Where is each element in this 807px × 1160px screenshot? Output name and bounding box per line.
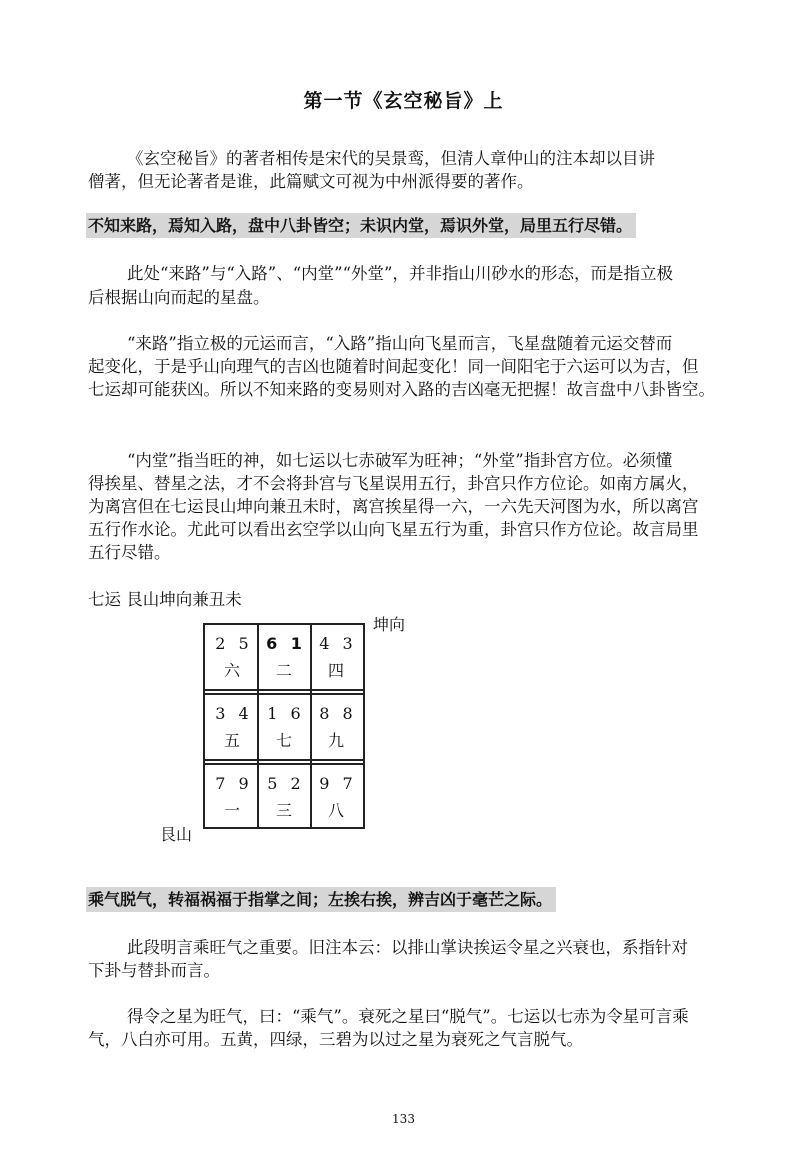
grid-divider-h2 [205, 759, 363, 761]
page-number: 133 [392, 1112, 415, 1126]
grid-divider-v1 [257, 625, 259, 827]
cell-2-numbers: 6 1 [266, 634, 306, 653]
cell-7-palace: 一 [223, 801, 244, 820]
cell-8-palace: 三 [275, 801, 296, 820]
p4-line-2: 下卦与替卦而言。 [88, 961, 220, 980]
bottom-left-label: 艮山 [160, 825, 193, 844]
section-title: 第一节《玄空秘旨》上 [303, 90, 504, 112]
p4-line-1: 此段明言乘旺气之重要。旧注本云：以排山掌诀挨运令星之兴衰也，系指针对 [127, 938, 688, 957]
grid-divider-v2 [310, 625, 312, 827]
cell-2-palace: 二 [275, 661, 296, 680]
cell-1-palace: 六 [223, 661, 244, 680]
flying-star-chart [203, 623, 365, 829]
p1-line-1: 此处“来路”与“入路”、“内堂”“外堂”，并非指山川砂水的形态，而是指立极 [127, 264, 673, 283]
p2-line-2: 起变化，于是乎山向理气的吉凶也随着时间起变化！同一间阳宅于六运可以为吉，但 [88, 357, 699, 376]
p3-line-3: 为离宫但在七运艮山坤向兼丑未时，离宫挨星得一六，一六先天河图为水，所以离宫 [88, 497, 699, 516]
cell-8-numbers: 5 2 [267, 774, 305, 793]
cell-6-palace: 九 [327, 731, 348, 750]
grid-divider-h1 [205, 689, 363, 691]
p2-line-3: 七运却可能获凶。所以不知来路的变易则对入路的吉凶毫无把握！故言盘中八卦皆空。 [88, 380, 715, 399]
cell-3-palace: 四 [327, 661, 348, 680]
p1-line-2: 后根据山向而起的星盘。 [88, 288, 270, 307]
cell-5-numbers: 1 6 [267, 704, 305, 723]
intro-line-1: 《玄空秘旨》的著者相传是宋代的吴景鸾，但清人章仲山的注本却以目讲 [127, 149, 655, 168]
verse-2-highlight: 乘气脱气，转福祸福于指掌之间；左挨右挨，辨吉凶于毫芒之际。 [86, 887, 556, 912]
p3-line-4: 五行作水论。尤此可以看出玄空学以山向飞星五行为重，卦宫只作方位论。故言局里 [88, 520, 699, 539]
cell-1-numbers: 2 5 [215, 634, 253, 653]
cell-4-numbers: 3 4 [215, 704, 253, 723]
p5-line-2: 气，八白亦可用。五黄，四绿，三碧为以过之星为衰死之气言脱气。 [88, 1030, 583, 1049]
p3-line-2: 得挨星、替星之法，才不会将卦宫与飞星误用五行，卦宫只作方位论。如南方属火， [88, 474, 699, 493]
cell-9-palace: 八 [327, 801, 348, 820]
intro-line-2: 僧著，但无论著者是谁，此篇赋文可视为中州派得要的著作。 [88, 172, 534, 191]
p3-line-5: 五行尽错。 [88, 543, 171, 562]
cell-6-numbers: 8 8 [319, 704, 357, 723]
cell-3-numbers: 4 3 [319, 634, 357, 653]
top-right-label: 坤向 [373, 615, 406, 634]
cell-5-palace: 七 [275, 731, 296, 750]
p3-line-1: “内堂”指当旺的神，如七运以七赤破军为旺神；“外堂”指卦宫方位。必须懂 [127, 451, 673, 470]
verse-1-highlight: 不知来路，焉知入路，盘中八卦皆空；未识内堂，焉识外堂，局里五行尽错。 [86, 213, 636, 238]
p2-line-1: “来路”指立极的元运而言，“入路”指山向飞星而言，飞星盘随着元运交替而 [127, 334, 673, 353]
chart-caption: 七运 艮山坤向兼丑未 [88, 590, 242, 609]
grid-divider-h2b [205, 763, 363, 765]
grid-divider-h1b [205, 693, 363, 695]
cell-7-numbers: 7 9 [215, 774, 253, 793]
p5-line-1: 得令之星为旺气，曰：“乘气”。衰死之星曰“脱气”。七运以七赤为令星可言乘 [127, 1007, 689, 1026]
cell-9-numbers: 9 7 [319, 774, 357, 793]
cell-4-palace: 五 [223, 731, 244, 750]
